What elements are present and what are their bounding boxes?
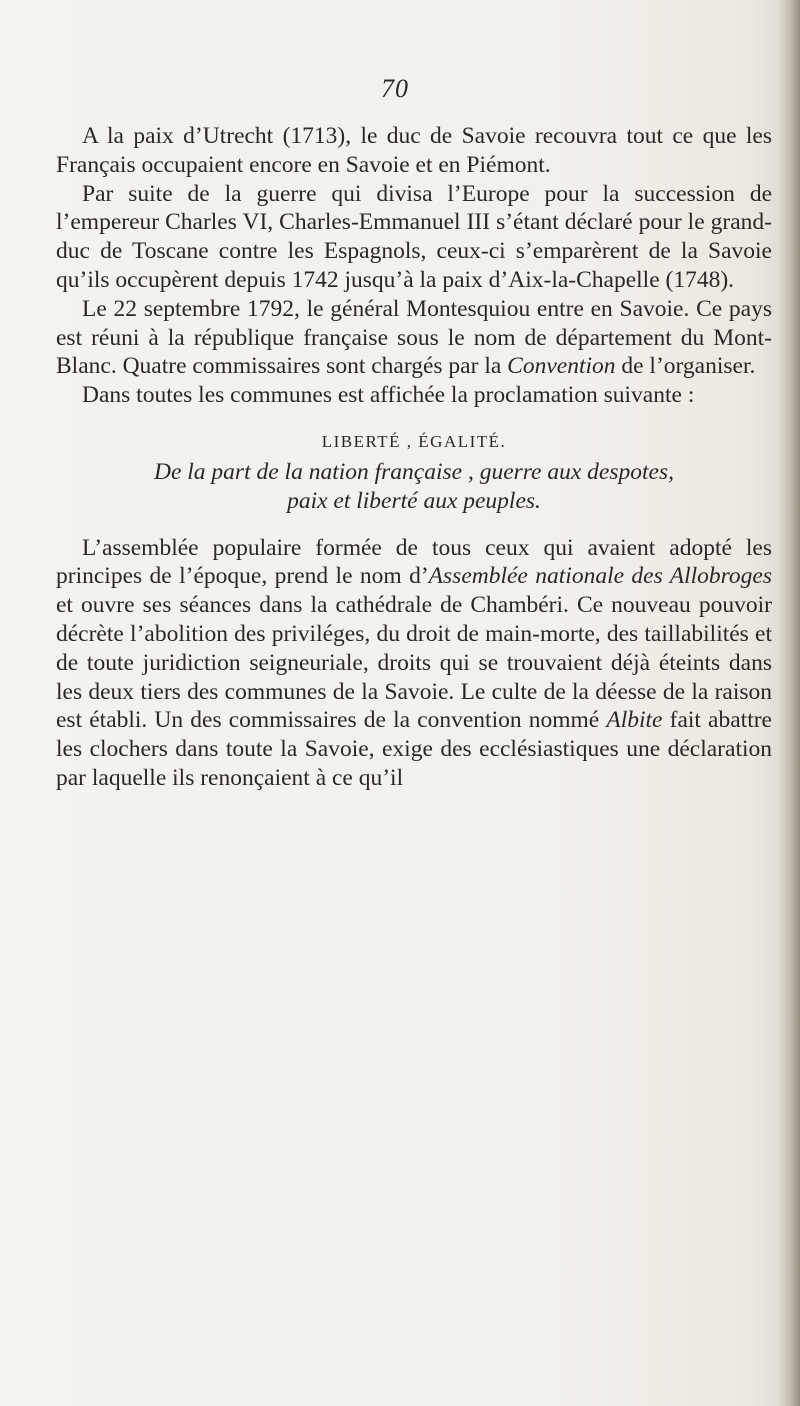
paragraph-proclamation-intro: Dans toutes les communes est affichée la proclamation suivante : — [82, 382, 695, 409]
proclamation-line-1: De la part de la nation française , guerre aux despotes, — [154, 458, 674, 485]
body-text — [56, 122, 772, 793]
paragraph-montesquiou — [56, 295, 772, 381]
proclamation-line-2: paix et liberté aux peuples. — [287, 487, 541, 514]
paragraph-utrecht: A la paix d’Utrecht (1713), le duc de Savoie recouvra tout ce que les Français occupaient encore en Savoie et en Piémont. — [56, 123, 772, 178]
page-edge-shadow — [778, 0, 800, 1406]
convention-italic: Convention — [507, 353, 616, 380]
assemblee-name-italic: Assemblée nationale des Allobroges — [428, 563, 773, 590]
paragraph-montesquiou-text-1: Le 22 septembre 1792, le général Montesquiou entre en Savoie. Ce pays est réuni à la république française sous le nom de département du Mont-Blanc. Quatre commissaires sont chargés par la — [56, 295, 772, 380]
proclamation-text — [56, 458, 772, 516]
proclamation-heading: LIBERTÉ , ÉGALITÉ. — [321, 431, 507, 451]
paragraph-succession: Par suite de la guerre qui divisa l’Europe pour la succession de l’empereur Charles VI, Charles-Emmanuel III s’étant déclaré pour le grand-duc de Toscane contre les Espagnols, ceux-ci s’emparèrent de la Savoie qu’ils occupèrent depuis 1742 jusqu’à la paix d’Aix-la-Chapelle (1748). — [56, 180, 772, 293]
assemblee-text-2: et ouvre ses séances dans la cathédrale de Chambéri. Ce nouveau pouvoir décrète l’abolition des priviléges, du droit de main-morte, des taillabilités et de toute juridiction seigneuriale, droits qui se trouvaient déjà éteints dans les deux tiers des communes de la Savoie. Le culte de la déesse de la raison est établi. Un des commissaires de la convention nommé — [56, 592, 772, 734]
assemblee-text-1: L’assemblée populaire formée de tous ceux qui avaient adopté les principes de l’époque, prend le nom d’ — [56, 534, 772, 590]
albite-italic: Albite — [606, 707, 663, 734]
paragraph-assemblee — [56, 534, 772, 793]
page-number: 70 — [381, 74, 409, 103]
paragraph-montesquiou-text-2: de l’organiser. — [615, 353, 756, 380]
assemblee-text-3: fait abattre les clochers dans toute la Savoie, exige des ecclésiastiques une déclaration par laquelle ils renonçaient à ce qu’il — [56, 707, 772, 791]
